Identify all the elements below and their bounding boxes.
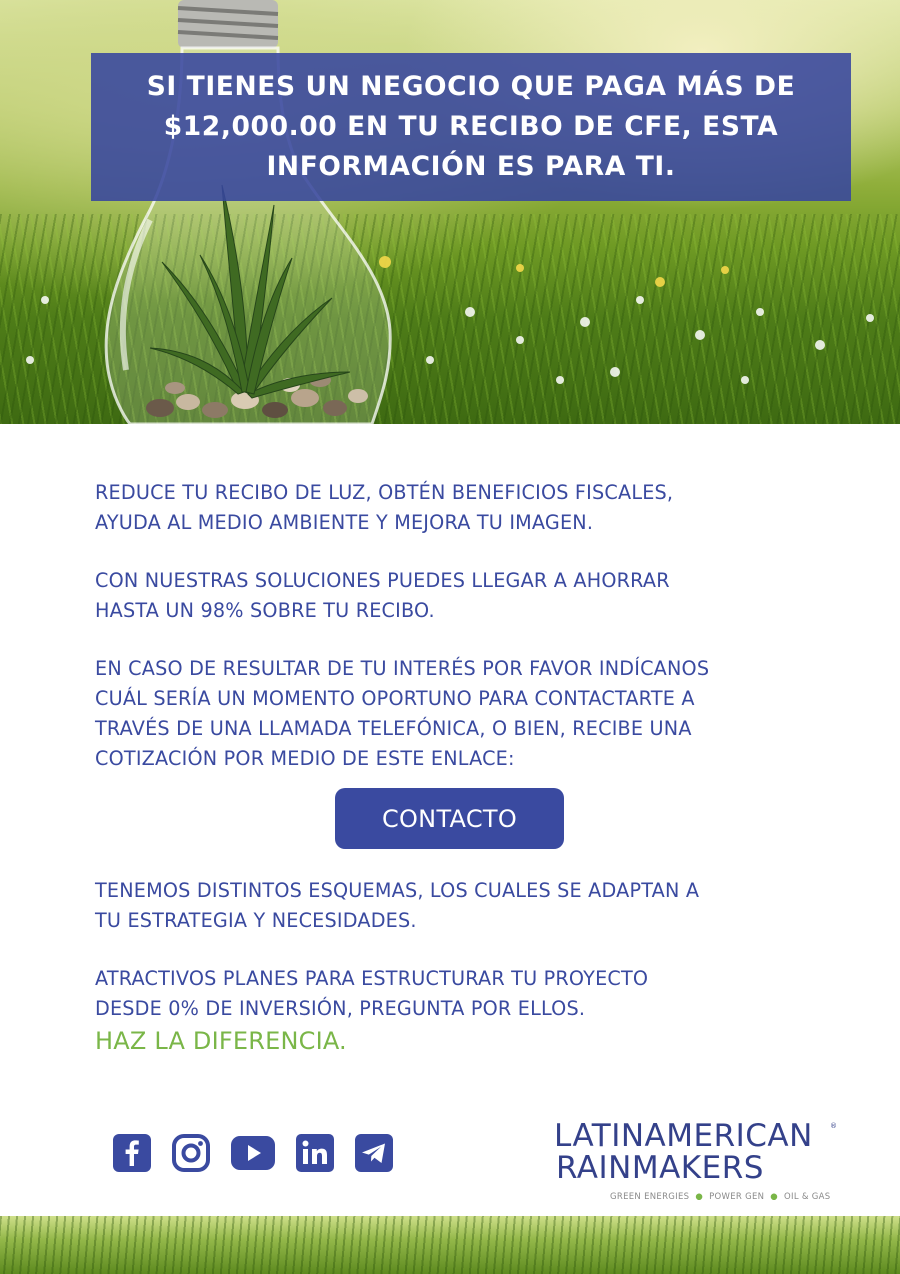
brand-tagline (610, 1192, 844, 1202)
text-line: CUÁL SERÍA UN MOMENTO OPORTUNO PARA CONTACTARTE A (95, 687, 695, 710)
brand-logo (554, 1120, 844, 1202)
headline-line: INFORMACIÓN ES PARA TI. (266, 151, 676, 182)
registered-mark: ® (830, 1122, 837, 1130)
text-line: HASTA UN 98% SOBRE TU RECIBO. (95, 599, 435, 622)
text-line: TU ESTRATEGIA Y NECESIDADES. (95, 909, 417, 932)
paragraph-contact-request (95, 654, 835, 774)
text-line: TRAVÉS DE UNA LLAMADA TELEFÓNICA, O BIEN, RECIBE UNA (95, 717, 692, 740)
grass-footer-image (0, 1216, 900, 1274)
text-line: COTIZACIÓN POR MEDIO DE ESTE ENLACE: (95, 747, 515, 770)
hero-image (0, 0, 900, 424)
paragraph-savings (95, 566, 835, 626)
headline-banner (91, 53, 851, 201)
facebook-icon[interactable] (112, 1133, 152, 1173)
cta-container (95, 768, 835, 876)
text-line: ATRACTIVOS PLANES PARA ESTRUCTURAR TU PROYECTO (95, 967, 649, 990)
brand-name-line1: LATINAMERICAN (554, 1118, 813, 1154)
text-line: DESDE 0% DE INVERSIÓN, PREGUNTA POR ELLOS. (95, 997, 586, 1020)
paragraph-plans (95, 964, 835, 1024)
tagline-item: OIL & GAS (784, 1192, 831, 1202)
text-line: AYUDA AL MEDIO AMBIENTE Y MEJORA TU IMAGEN. (95, 511, 594, 534)
bullet-icon: ● (770, 1192, 779, 1202)
headline-line: SI TIENES UN NEGOCIO QUE PAGA MÁS DE (146, 71, 796, 102)
bullet-icon: ● (695, 1192, 704, 1202)
text-line: EN CASO DE RESULTAR DE TU INTERÉS POR FAVOR INDÍCANOS (95, 657, 710, 680)
headline-line: $12,000.00 EN TU RECIBO DE CFE, ESTA (163, 111, 779, 142)
accent-slogan: HAZ LA DIFERENCIA. (95, 1027, 347, 1055)
text-line: CON NUESTRAS SOLUCIONES PUEDES LLEGAR A AHORRAR (95, 569, 670, 592)
paragraph-schemes (95, 876, 835, 936)
linkedin-icon[interactable] (295, 1133, 335, 1173)
youtube-icon[interactable] (230, 1133, 276, 1173)
headline (147, 67, 796, 187)
paragraph-benefits (95, 478, 835, 538)
text-line: REDUCE TU RECIBO DE LUZ, OBTÉN BENEFICIOS FISCALES, (95, 481, 674, 504)
main-content (95, 478, 835, 1056)
telegram-icon[interactable] (354, 1133, 394, 1173)
brand-name-line2: RAINMAKERS (556, 1150, 764, 1186)
social-links (112, 1133, 413, 1173)
tagline-item: GREEN ENERGIES (610, 1192, 690, 1202)
text-line: TENEMOS DISTINTOS ESQUEMAS, LOS CUALES SE ADAPTAN A (95, 879, 700, 902)
instagram-icon[interactable] (171, 1133, 211, 1173)
tagline-item: POWER GEN (709, 1192, 765, 1202)
contacto-button[interactable]: CONTACTO (335, 788, 564, 849)
